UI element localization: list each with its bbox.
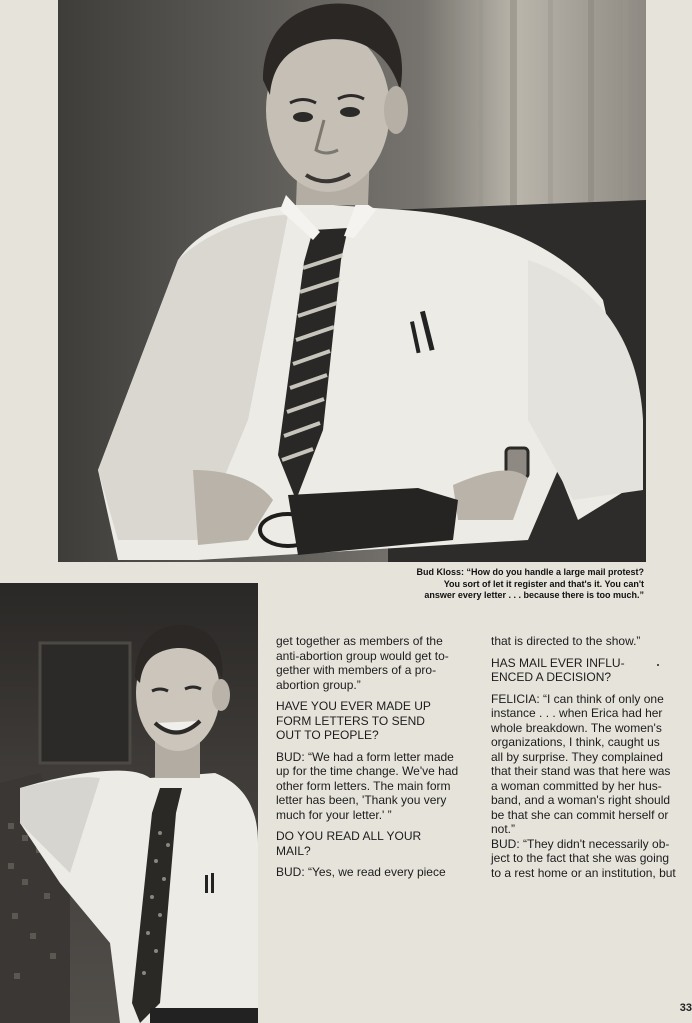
bottom-photo [0,583,258,1023]
question-paragraph: HAVE YOU EVER MADE UP FORM LETTERS TO SEND OUT TO PEOPLE? [276,699,431,742]
paragraph: get together as members of the anti-abortion group would get to- gether with members of a pro- abortion group.” [276,634,449,692]
paragraph: that is directed to the show.” [491,634,641,648]
paragraph: FELICIA: “I can think of only one instance . . . when Erica had her whole breakdown. The women's organizations, I think, caught us all by surprise. They complained that their stand was that here was a woman committed by her hus- band, and a woman's right should be that she can commit herself or not.” [491,691,671,836]
paragraph: BUD: “We had a form letter made up for the time change. We've had other form letters. The main form letter has been, 'Thank you very much for your letter.' ” [276,749,459,822]
top-photo-illustration [58,0,646,562]
article-column-left [276,634,476,880]
photo-caption [330,567,644,602]
print-speck [657,664,659,666]
paragraph: BUD: “They didn't necessarily ob- ject to the fact that she was going to a rest home or an institution, but [491,836,676,880]
paragraph: BUD: “Yes, we read every piece [276,865,446,879]
page-number: 33 [679,1002,692,1014]
caption-line: Bud Kloss: “How do you handle a large mail protest? [416,567,644,577]
question-paragraph: HAS MAIL EVER INFLU- ENCED A DECISION? [491,655,625,684]
question-paragraph: DO YOU READ ALL YOUR MAIL? [276,829,422,858]
bottom-photo-illustration [0,583,258,1023]
article-column-right [491,634,687,880]
caption-line: You sort of let it register and that's it. You can't [443,578,644,589]
top-photo [58,0,646,562]
caption-line: answer every letter . . . because there is too much.” [424,590,644,600]
